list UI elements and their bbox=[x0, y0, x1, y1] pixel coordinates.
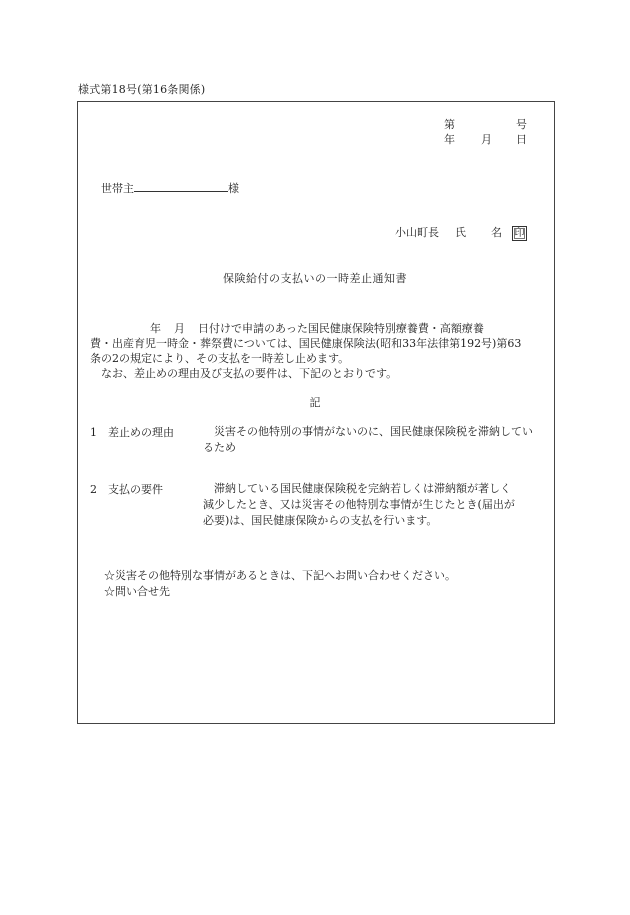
addressee-prefix: 世帯主 bbox=[101, 182, 134, 195]
seal-stamp bbox=[510, 225, 527, 241]
item-2-label: 支払の要件 bbox=[108, 483, 163, 496]
contact-notice: ☆災害その他特別な事情があるときは、下記へお問い合わせください。 bbox=[104, 569, 456, 582]
item-2-text bbox=[203, 481, 548, 529]
body-line-4: なお、差止めの理由及び支払の要件は、下記のとおりです。 bbox=[101, 367, 398, 380]
item-1-line-2: るため bbox=[203, 441, 236, 454]
date-day: 日 bbox=[516, 133, 527, 146]
item-1-label: 差止めの理由 bbox=[108, 426, 174, 439]
body-line-3: 条の2の規定により、その支払を一時差し止めます。 bbox=[90, 352, 350, 365]
document-title: 保険給付の支払いの一時差止通知書 bbox=[223, 272, 407, 285]
item-2-line-2: 減少したとき、又は災害その他特別な事情が生じたとき(届出が bbox=[203, 498, 515, 511]
item-2-line-1: 滞納している国民健康保険税を完納若しくは滞納額が著しく bbox=[214, 482, 511, 495]
issuer-title: 小山町長 bbox=[395, 226, 439, 239]
date-month: 月 bbox=[481, 133, 492, 146]
item-1-number: 1 bbox=[90, 426, 97, 439]
issuer-name-label-1: 氏 bbox=[455, 226, 466, 239]
form-number-label: 様式第18号(第16条関係) bbox=[78, 83, 206, 96]
body-paragraph bbox=[90, 321, 550, 381]
addressee-line bbox=[101, 181, 239, 194]
body-line-2: 費・出産育児一時金・葬祭費については、国民健康保険法(昭和33年法律第192号)第63 bbox=[90, 337, 522, 350]
item-2-number: 2 bbox=[90, 483, 97, 496]
number-prefix: 第 bbox=[444, 118, 455, 131]
date-year: 年 bbox=[444, 133, 455, 146]
body-line-1: 年 月 日付けで申請のあった国民健康保険特別療養費・高額療養 bbox=[150, 322, 484, 335]
document-frame bbox=[77, 101, 555, 724]
contact-label: ☆問い合せ先 bbox=[104, 585, 170, 598]
seal-icon: 印 bbox=[512, 226, 527, 241]
number-suffix: 号 bbox=[516, 118, 527, 131]
ki-heading: 記 bbox=[309, 396, 321, 409]
addressee-name-blank bbox=[134, 181, 228, 192]
issuer-name-label-2: 名 bbox=[491, 226, 502, 239]
item-1-text bbox=[203, 424, 548, 456]
item-1-line-1: 災害その他特別の事情がないのに、国民健康保険税を滞納してい bbox=[214, 425, 533, 438]
addressee-suffix: 様 bbox=[228, 182, 239, 195]
item-2-line-3: 必要)は、国民健康保険からの支払を行います。 bbox=[203, 514, 438, 527]
